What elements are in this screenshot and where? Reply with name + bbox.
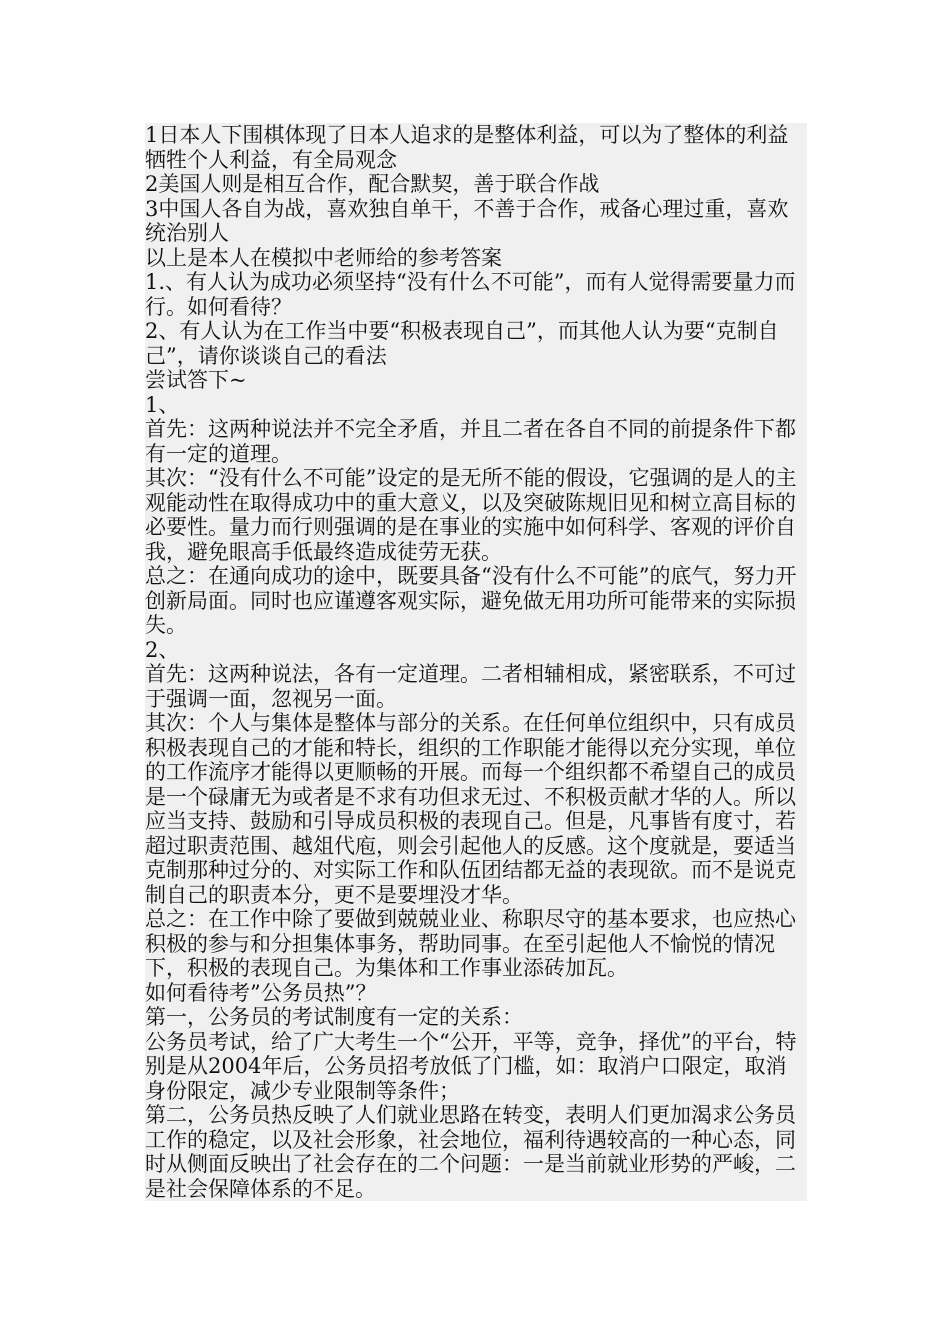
answer-1-heading: 1、 xyxy=(145,392,180,417)
question-1: 1.、有人认为成功必须坚持“没有什么不可能”，而有人觉得需要量力而行。如何看待？ xyxy=(145,270,796,319)
answer-3-second: 第二，公务员热反映了人们就业思路在转变，表明人们更加渴求公务员工作的稳定，以及社会形象，社会地位，福利待遇较高的一种心态，同时从侧面反映出了社会存在的二个问题：一是当前就业形势的严峻，二是社会保障体系的不足。 xyxy=(145,1103,796,1201)
answer-3-first-heading: 第一，公务员的考试制度有一定的关系： xyxy=(145,1005,523,1029)
question-2: 2、有人认为在工作当中要“积极表现自己”，而其他人认为要“克制自己”，请你谈谈自己的看法 xyxy=(145,319,779,368)
answer-3-first-body: 公务员考试，给了广大考生一个“公开，平等，竞争，择优”的平台，特别是从2004年后，公务员招考放低了门槛，如：取消户口限定，取消身份限定，减少专业限制等条件； xyxy=(145,1029,797,1103)
answer-1-summary: 总之：在通向成功的途中，既要具备“没有什么不可能”的底气，努力开创新局面。同时也应谨遵客观实际，避免做无用功所可能带来的实际损失。 xyxy=(145,564,797,637)
answer-2-heading: 2、 xyxy=(145,637,180,662)
answer-2-summary: 总之：在工作中除了要做到兢兢业业、称职尽守的基本要求，也应热心积极的参与和分担集体事务，帮助同事。在至引起他人不愉悦的情况下，积极的表现自己。为集体和工作事业添砖加瓦。 xyxy=(145,907,796,980)
answer-2-second: 其次：个人与集体是整体与部分的关系。在任何单位组织中，只有成员积极表现自己的才能和特长，组织的工作职能才能得以充分实现，单位的工作流序才能得以更顺畅的开展。而每一个组织都不希望自己的成员是一个碌庸无为或者是不求有功但求无过、不积极贡献才华的人。所以应当支持、鼓励和引导成员积极的表现自己。但是，凡事皆有度寸，若超过职责范围、越俎代庖，则会引起他人的反感。这个度就是，要适当克制那种过分的、对实际工作和队伍团结都无益的表现欲。而不是说克制自己的职责本分，更不是要埋没才华。 xyxy=(145,711,796,907)
answer-1-first: 首先：这两种说法并不完全矛盾，并且二者在各自不同的前提条件下都有一定的道理。 xyxy=(145,417,796,466)
paragraph-2: 2美国人则是相互合作，配合默契，善于联合作战 xyxy=(145,172,600,196)
question-3: 如何看待考”公务员热”？ xyxy=(145,980,377,1005)
paragraph-4: 以上是本人在模拟中老师给的参考答案 xyxy=(145,245,502,270)
paragraph-3: 3中国人各自为战，喜欢独自单干，不善于合作，戒备心理过重，喜欢统治别人 xyxy=(145,196,789,245)
answer-1-second: 其次：“没有什么不可能”设定的是无所不能的假设，它强调的是人的主观能动性在取得成功中的重大意义，以及突破陈规旧见和树立高目标的必要性。量力而行则强调的是在事业的实施中如何科学、客观的评价自我，避免眼高手低最终造成徒劳无获。 xyxy=(145,466,797,564)
paragraph-1: 1日本人下围棋体现了日本人追求的是整体利益，可以为了整体的利益牺牲个人利益，有全局观念 xyxy=(145,123,789,172)
answer-intro: 尝试答下~ xyxy=(145,368,247,392)
document-text-block xyxy=(145,123,807,1201)
answer-2-first: 首先：这两种说法，各有一定道理。二者相辅相成，紧密联系，不可过于强调一面，忽视另一面。 xyxy=(145,662,796,711)
